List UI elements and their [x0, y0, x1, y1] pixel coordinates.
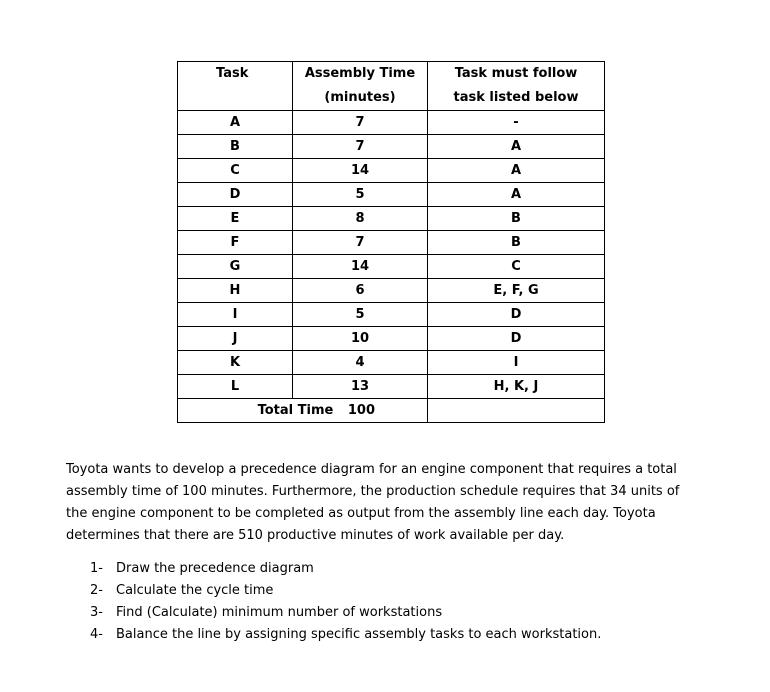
total-time-label: Total Time	[257, 403, 334, 418]
question-text: Balance the line by assigning specific assembly tasks to each workstation.	[116, 627, 602, 642]
time-cell: 5	[293, 183, 428, 207]
table-row	[178, 255, 605, 279]
description-line: determines that there are 510 productive minutes of work available per day.	[66, 528, 565, 543]
follows-cell: -	[428, 111, 605, 135]
task-cell: J	[178, 327, 293, 351]
header-follows-line2: task listed below	[453, 90, 579, 105]
task-cell: G	[178, 255, 293, 279]
task-cell: B	[178, 135, 293, 159]
follows-cell: A	[428, 183, 605, 207]
time-cell: 7	[293, 231, 428, 255]
table-row	[178, 231, 605, 255]
follows-cell: I	[428, 351, 605, 375]
table-row	[178, 159, 605, 183]
time-cell: 7	[293, 111, 428, 135]
total-row	[178, 399, 605, 423]
follows-cell: A	[428, 159, 605, 183]
task-cell: E	[178, 207, 293, 231]
follows-cell: B	[428, 231, 605, 255]
table-row	[178, 279, 605, 303]
question-text: Find (Calculate) minimum number of workstations	[116, 605, 443, 620]
header-follows-line1: Task must follow	[454, 66, 578, 81]
total-blank-cell	[428, 399, 605, 423]
total-time-value: 100	[347, 403, 375, 418]
table-header-row	[178, 62, 605, 111]
follows-cell: H, K, J	[428, 375, 605, 399]
task-cell: I	[178, 303, 293, 327]
table-row	[178, 111, 605, 135]
table-row	[178, 375, 605, 399]
task-cell: A	[178, 111, 293, 135]
follows-cell: C	[428, 255, 605, 279]
task-cell: C	[178, 159, 293, 183]
task-cell: K	[178, 351, 293, 375]
time-cell: 5	[293, 303, 428, 327]
header-assembly-time	[293, 62, 428, 111]
time-cell: 13	[293, 375, 428, 399]
follows-cell: D	[428, 303, 605, 327]
task-cell: H	[178, 279, 293, 303]
description-line: the engine component to be completed as output from the assembly line each day. Toyota	[66, 506, 656, 521]
header-assembly-time-line2: (minutes)	[324, 90, 396, 105]
follows-cell: D	[428, 327, 605, 351]
list-item	[90, 624, 601, 646]
time-cell: 14	[293, 159, 428, 183]
table-row	[178, 183, 605, 207]
table-row	[178, 207, 605, 231]
question-text: Draw the precedence diagram	[116, 561, 314, 576]
problem-description	[66, 459, 716, 547]
question-number: 3-	[90, 605, 103, 620]
header-assembly-time-line1: Assembly Time	[304, 66, 416, 81]
question-number: 4-	[90, 627, 103, 642]
follows-cell: A	[428, 135, 605, 159]
time-cell: 4	[293, 351, 428, 375]
table-row	[178, 135, 605, 159]
table-row	[178, 327, 605, 351]
header-task: Task	[178, 62, 293, 111]
follows-cell: B	[428, 207, 605, 231]
time-cell: 8	[293, 207, 428, 231]
follows-cell: E, F, G	[428, 279, 605, 303]
question-text: Calculate the cycle time	[116, 583, 274, 598]
time-cell: 14	[293, 255, 428, 279]
time-cell: 10	[293, 327, 428, 351]
task-table	[177, 61, 605, 423]
total-cell	[178, 399, 428, 423]
description-line: assembly time of 100 minutes. Furthermore, the production schedule requires that 34 units of	[66, 484, 680, 499]
task-table-container	[177, 61, 604, 423]
time-cell: 6	[293, 279, 428, 303]
table-row	[178, 303, 605, 327]
header-follows	[428, 62, 605, 111]
table-row	[178, 351, 605, 375]
question-number: 2-	[90, 583, 103, 598]
list-item	[90, 602, 601, 624]
list-item	[90, 558, 601, 580]
question-number: 1-	[90, 561, 103, 576]
time-cell: 7	[293, 135, 428, 159]
task-cell: D	[178, 183, 293, 207]
description-line: Toyota wants to develop a precedence diagram for an engine component that requires a total	[66, 462, 677, 477]
task-cell: F	[178, 231, 293, 255]
list-item	[90, 580, 601, 602]
task-cell: L	[178, 375, 293, 399]
question-list	[90, 558, 601, 646]
